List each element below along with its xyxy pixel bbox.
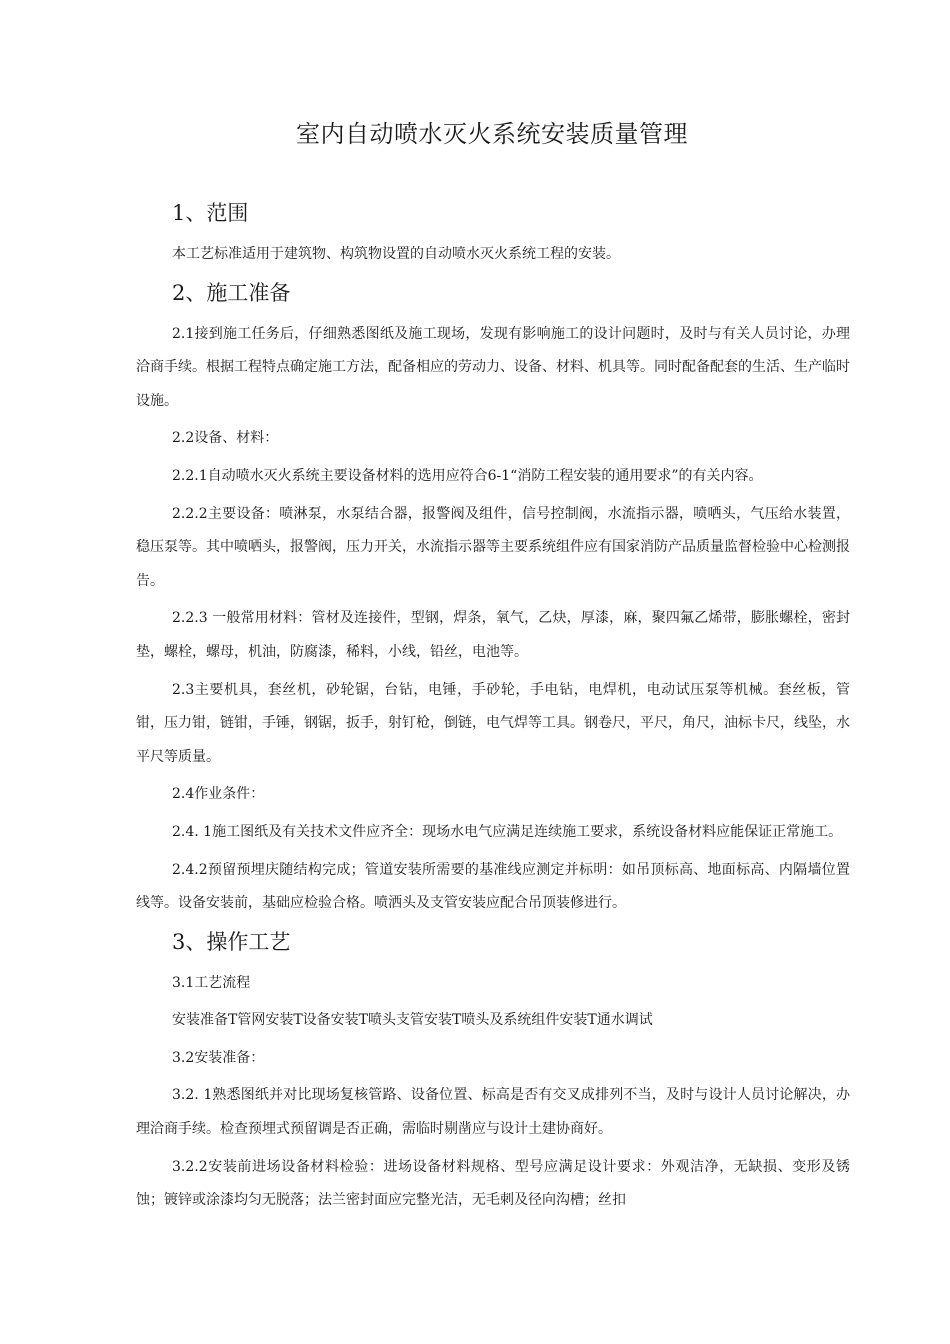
document-body (136, 198, 850, 1218)
paragraph: 安装准备T管网安装T设备安装T喷头支管安装T喷头及系统组件安装T通水调试 (172, 1012, 653, 1029)
document-title: 室内自动喷水灭火系统安装质量管理 (296, 120, 688, 148)
paragraph: 2.2设备、材料： (172, 430, 279, 447)
paragraph: 2.2.2主要设备：喷淋泵，水泵结合器，报警阀及组件，信号控制阀，水流指示器，喷哂头，气压给水装置，稳压泵等。其中喷哂头，报警阀，压力开关，水流指示器等主要系统组件应有国家消防产品质量监督检验中心检测报告。 (136, 505, 850, 589)
paragraph: 3.1工艺流程 (172, 974, 251, 991)
paragraph: 2.3主要机具，套丝机，砂轮锯，台钻，电锤，手砂轮，手电钻，电焊机，电动试压泵等机械。套丝板，管钳，压力钳，链钳，手锤，钢锯，扳手，射钉枪，倒链，电气焊等工具。钢卷尺，平尺，角尺，油标卡尺，线坠，水平尺等质量。 (136, 681, 850, 765)
paragraph: 2.2.1自动喷水灭火系统主要设备材料的选用应符合6-1“消防工程安装的通用要求”的有关内容。 (172, 467, 763, 484)
paragraph: 3.2安装准备： (172, 1049, 265, 1066)
section-heading-operation: 3、操作工艺 (172, 929, 291, 954)
paragraph: 2.4作业条件： (172, 786, 265, 803)
paragraph: 2.4. 1施工图纸及有关技术文件应齐全：现场水电气应满足连续施工要求，系统设备材料应能保证正常施工。 (172, 823, 843, 840)
paragraph: 2.2.3 一般常用材料：管材及连接件，型钢，焊条，氧气，乙炔，厚漆，麻，聚四氟乙烯带，膨胀螺栓，密封垫，螺栓，螺母，机油，防腐漆，稀料，小线，铅丝，电池等。 (136, 610, 850, 660)
paragraph: 本工艺标准适用于建筑物、构筑物设置的自动喷水灭火系统工程的安装。 (172, 246, 620, 262)
paragraph: 2.4.2预留预埋庆随结构完成；管道安装所需要的基准线应测定并标明：如吊顶标高、地面标高、内隔墙位置线等。设备安装前，基础应检验合格。喷洒头及支管安装应配合吊顶装修进行。 (136, 861, 850, 912)
paragraph: 3.2. 1熟悉图纸并对比现场复核管路、设备位置、标高是否有交叉成排列不当，及时与设计人员讨论解决，办理洽商手续。检查预埋式预留调是否正确，需临时剔凿应与设计土建协商好。 (136, 1087, 850, 1138)
paragraph: 3.2.2安装前进场设备材料检验：进场设备材料规格、型号应满足设计要求：外观洁净，无缺损、变形及锈蚀；镀锌或涂漆均匀无脱落；法兰密封面应完整光洁，无毛刺及径向沟槽；丝扣 (136, 1158, 850, 1209)
paragraph: 2.1接到施工任务后，仔细熟悉图纸及施工现场，发现有影响施工的设计问题时，及时与有关人员讨论，办理洽商手续。根据工程特点确定施工方法，配备相应的劳动力、设备、材料、机具等。同时配备配套的生活、生产临时设施。 (136, 325, 850, 409)
section-heading-scope: 1、范围 (172, 201, 249, 225)
section-heading-preparation: 2、施工准备 (172, 280, 291, 305)
